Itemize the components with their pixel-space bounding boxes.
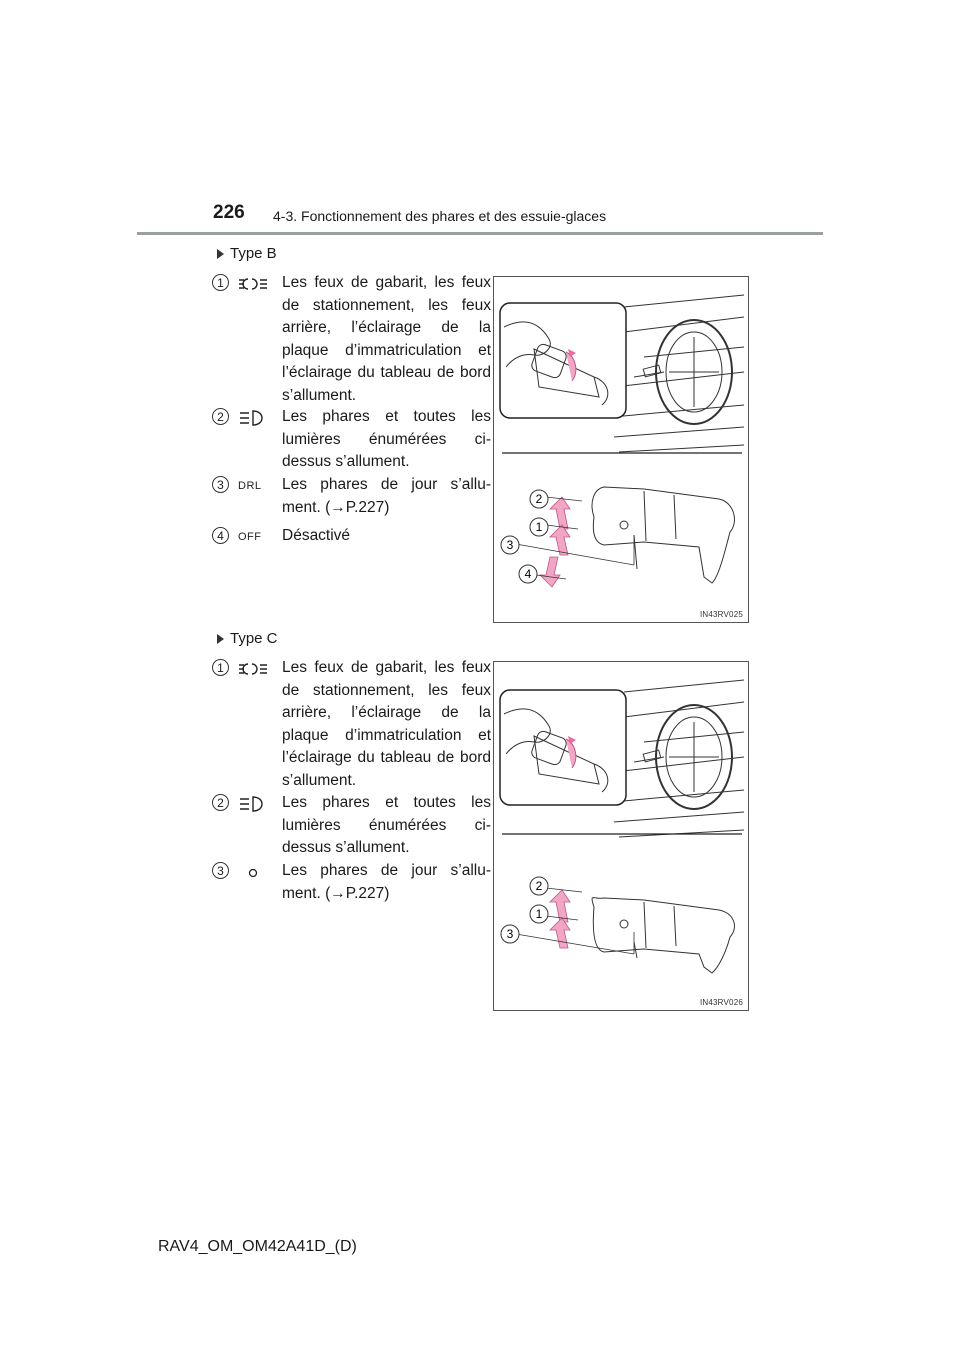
item-number: 3 <box>212 862 229 879</box>
item-description: Les feux de gabarit, les feux de stationnement, les feux arrière, l’éclairage de la plaque d’immatriculation et l’éclairage du tableau de bord s’allument. <box>282 659 491 789</box>
callout-3: 3 <box>506 538 514 552</box>
chapter-title: 4-3. Fonctionnement des phares et des essuie-glaces <box>273 208 607 224</box>
header-divider <box>137 232 823 235</box>
circle-off-icon <box>238 862 274 882</box>
illustration-type-b <box>493 276 749 623</box>
section-label-text: Type B <box>230 245 277 262</box>
item-number: 3 <box>212 476 229 493</box>
page-number: 226 <box>213 202 245 223</box>
figure-code: IN43RV026 <box>699 998 743 1007</box>
section-label-type-c <box>217 630 278 647</box>
parking-lights-icon <box>238 274 274 294</box>
headlight-icon <box>238 794 274 814</box>
bullet-triangle-icon <box>217 634 224 644</box>
off-icon <box>238 527 274 547</box>
item-description: Les feux de gabarit, les feux de stationnement, les feux arrière, l’éclairage de la plaque d’immatriculation et l’éclairage du tableau de bord s’allument. <box>282 274 491 404</box>
drl-icon-text: DRL <box>238 480 262 492</box>
illustration-type-c <box>493 661 749 1011</box>
callout-1: 1 <box>535 520 543 534</box>
section-label-type-b <box>217 245 277 262</box>
callout-3: 3 <box>506 927 514 941</box>
item-description: Les phares et toutes les lumières énumérées ci-dessus s’allument. <box>282 408 491 470</box>
item-description: Désactivé <box>282 527 351 544</box>
callout-4: 4 <box>524 567 532 581</box>
item-number: 2 <box>212 408 229 425</box>
section-label-text: Type C <box>230 630 278 647</box>
drl-icon <box>238 476 274 496</box>
callout-1: 1 <box>535 907 543 921</box>
item-description: Les phares de jour s’allu-ment. (→P.227) <box>282 862 491 902</box>
item-number: 4 <box>212 527 229 544</box>
callout-2: 2 <box>535 879 543 893</box>
headlight-icon <box>238 408 274 428</box>
item-description: Les phares de jour s’allu-ment. (→P.227) <box>282 476 491 516</box>
document-code: RAV4_OM_OM42A41D_(D) <box>158 1238 357 1255</box>
bullet-triangle-icon <box>217 249 224 259</box>
parking-lights-icon <box>238 659 274 679</box>
figure-code: IN43RV025 <box>699 610 743 619</box>
callout-2: 2 <box>535 492 543 506</box>
item-description: Les phares et toutes les lumières énumérées ci-dessus s’allument. <box>282 794 491 856</box>
item-number: 2 <box>212 794 229 811</box>
off-icon-text: OFF <box>238 531 262 543</box>
item-number: 1 <box>212 274 229 291</box>
item-number: 1 <box>212 659 229 676</box>
